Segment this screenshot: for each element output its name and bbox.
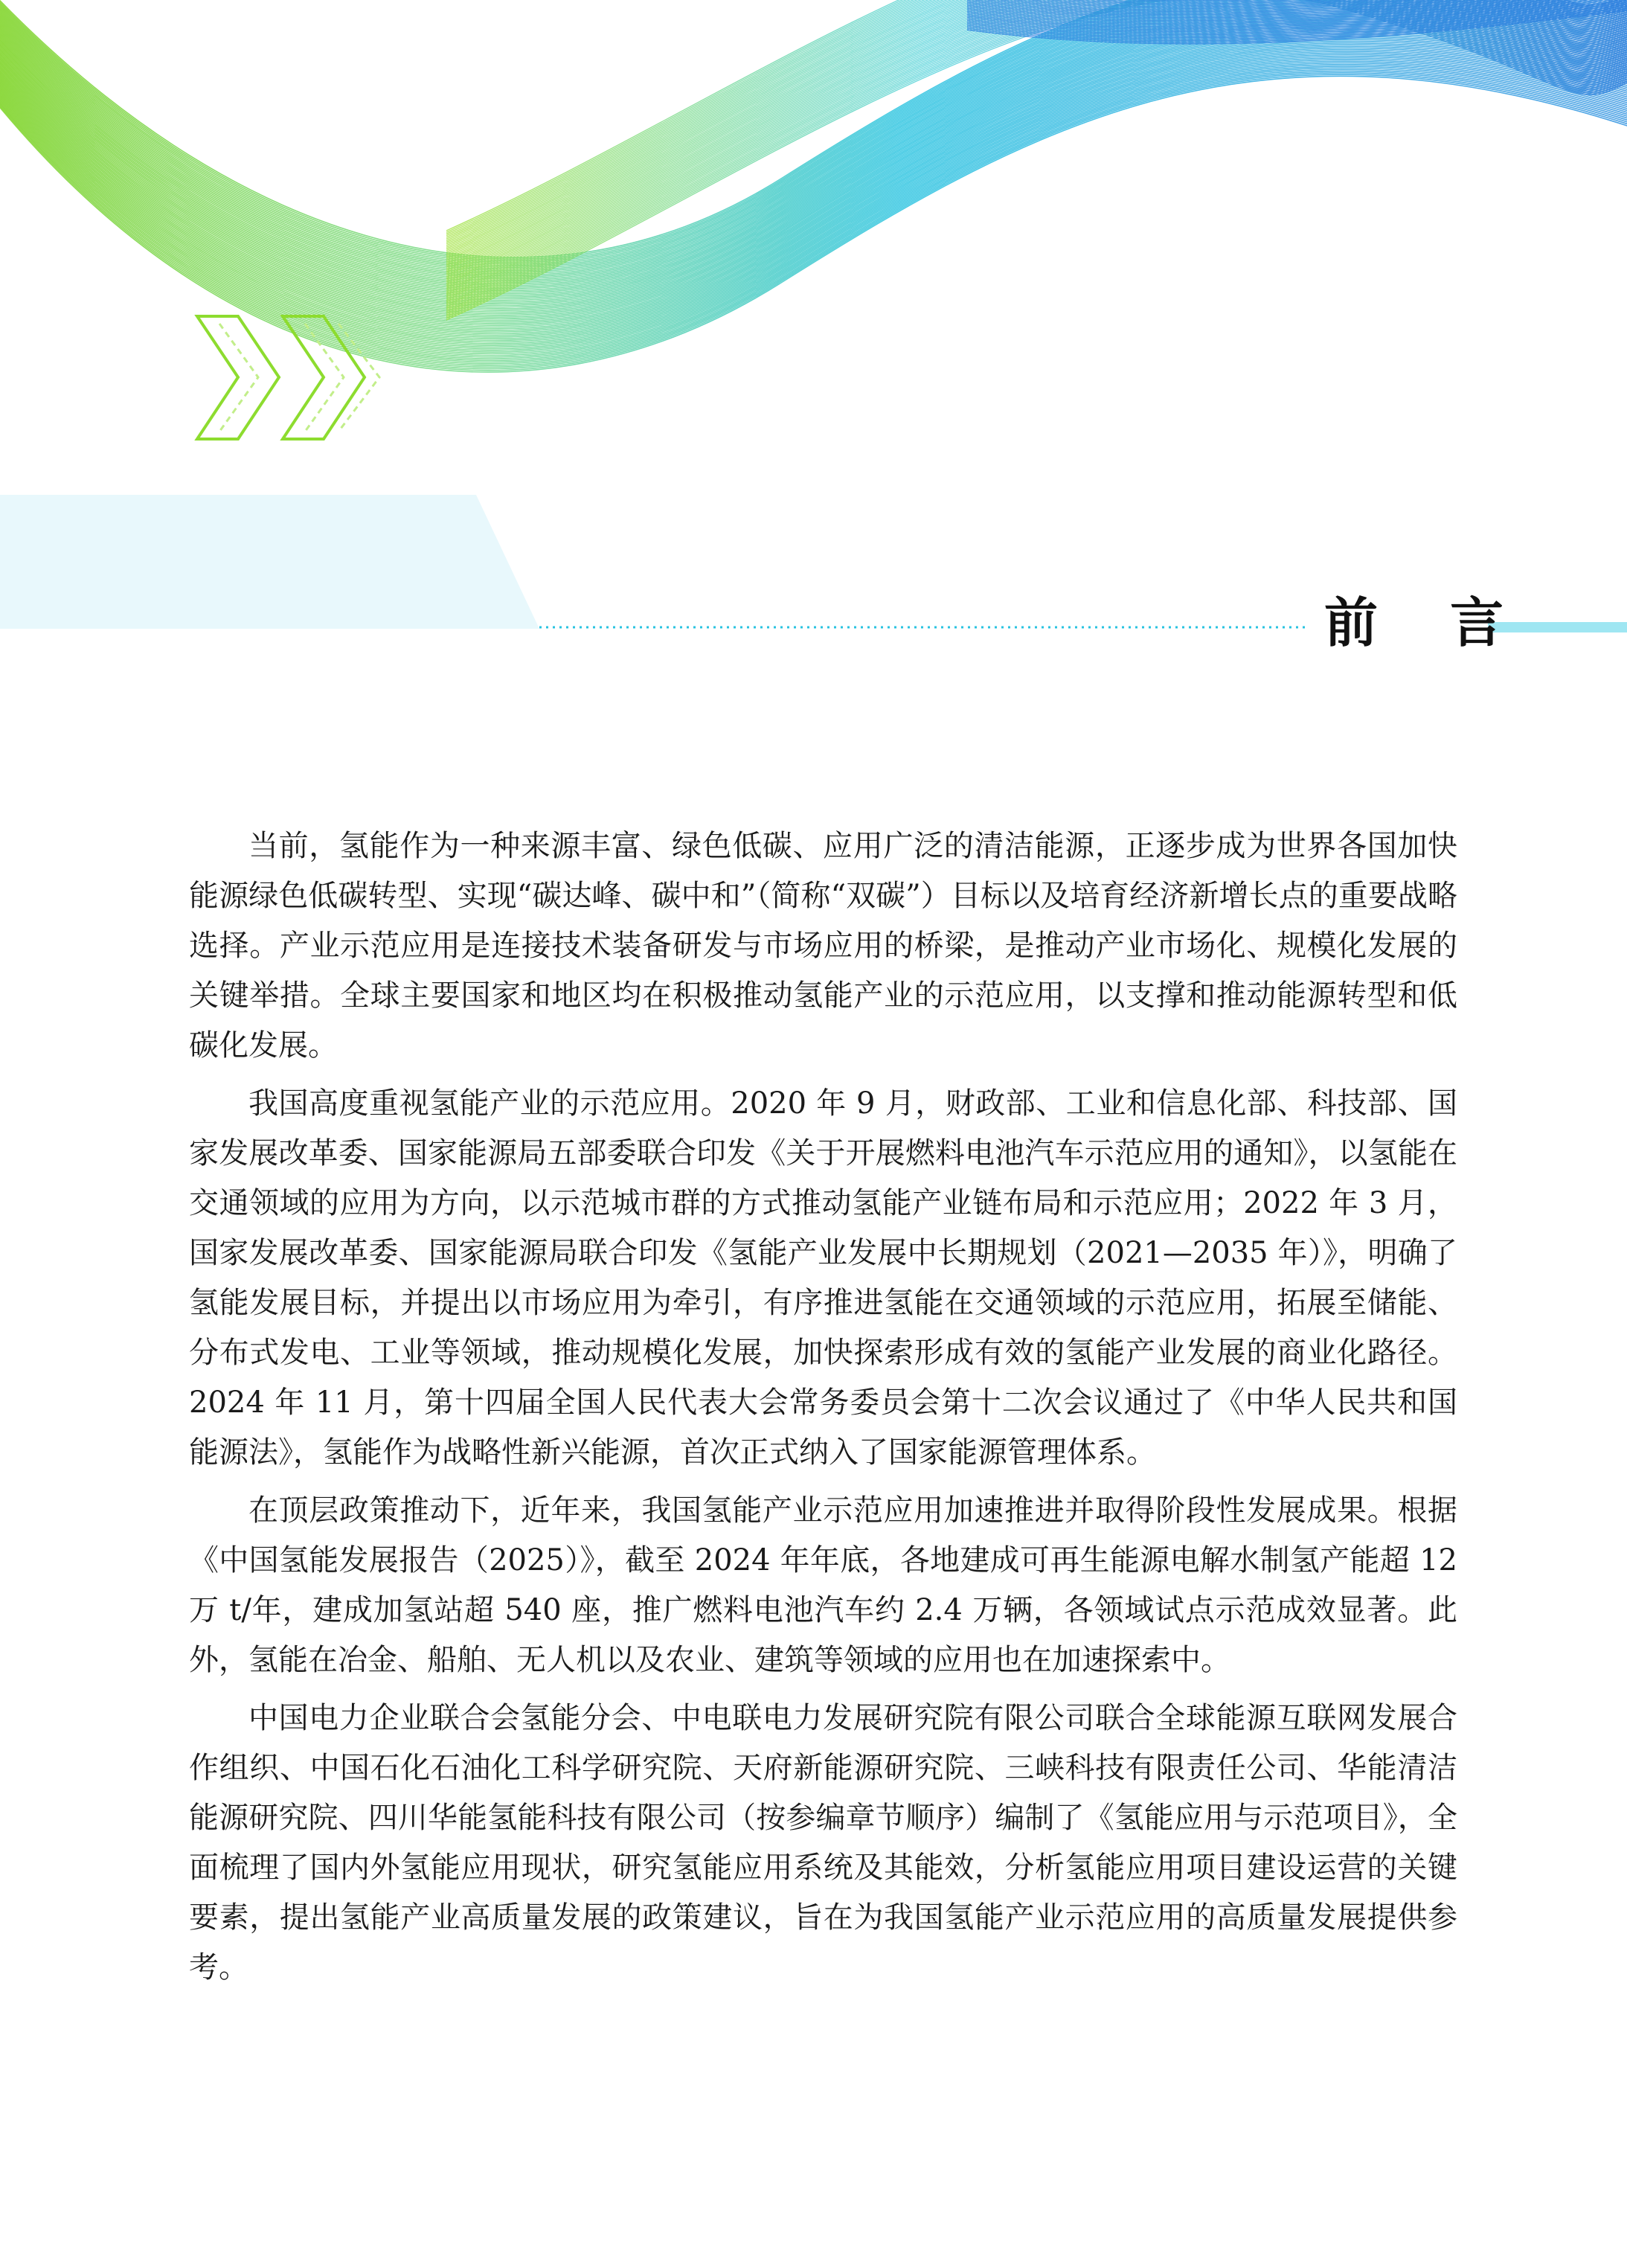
paragraph-3: 在顶层政策推动下，近年来，我国氢能产业示范应用加速推进并取得阶段性发展成果。根据《中国氢能发展报告（2025）》，截至 2024 年年底，各地建成可再生能源电解水制氢产能超 12 万 t/年，建成加氢站超 540 座，推广燃料电池汽车约 2.4 万辆，各领域试点示范成效显著。此外，氢能在冶金、船舶、无人机以及农业、建筑等领域的应用也在加速探索中。: [189, 1493, 1457, 1677]
title-banner-band: [0, 495, 539, 629]
page-title: 前 言: [1324, 591, 1531, 654]
paragraph-4: 中国电力企业联合会氢能分会、中电联电力发展研究院有限公司联合全球能源互联网发展合作组织、中国石化石油化工科学研究院、天府新能源研究院、三峡科技有限责任公司、华能清洁能源研究院、四川华能氢能科技有限公司（按参编章节顺序）编制了《氢能应用与示范项目》，全面梳理了国内外氢能应用现状，研究氢能应用系统及其能效，分析氢能应用项目建设运营的关键要素，提出氢能产业高质量发展的政策建议，旨在为我国氢能产业示范应用的高质量发展提供参考。: [189, 1701, 1457, 1984]
double-chevron-icon: [190, 313, 391, 443]
paragraph-1: 当前，氢能作为一种来源丰富、绿色低碳、应用广泛的清洁能源，正逐步成为世界各国加快能源绿色低碳转型、实现“碳达峰、碳中和”（简称“双碳”）目标以及培育经济新增长点的重要战略选择。产业示范应用是连接技术装备研发与市场应用的桥梁，是推动产业市场化、规模化发展的关键举措。全球主要国家和地区均在积极推动氢能产业的示范应用，以支撑和推动能源转型和低碳化发展。: [189, 829, 1457, 1063]
paragraph-2: 我国高度重视氢能产业的示范应用。2020 年 9 月，财政部、工业和信息化部、科技部、国家发展改革委、国家能源局五部委联合印发《关于开展燃料电池汽车示范应用的通知》，以氢能在交通领域的应用为方向，以示范城市群的方式推动氢能产业链布局和示范应用；2022 年 3 月，国家发展改革委、国家能源局联合印发《氢能产业发展中长期规划（2021—2035 年）》，明确了氢能发展目标，并提出以市场应用为牵引，有序推进氢能在交通领域的示范应用，拓展至储能、分布式发电、工业等领域，推动规模化发展，加快探索形成有效的氢能产业发展的商业化路径。2024 年 11 月，第十四届全国人民代表大会常务委员会第十二次会议通过了《中华人民共和国能源法》，氢能作为战略性新兴能源，首次正式纳入了国家能源管理体系。: [189, 1086, 1457, 1470]
body-text: [189, 821, 1457, 2001]
